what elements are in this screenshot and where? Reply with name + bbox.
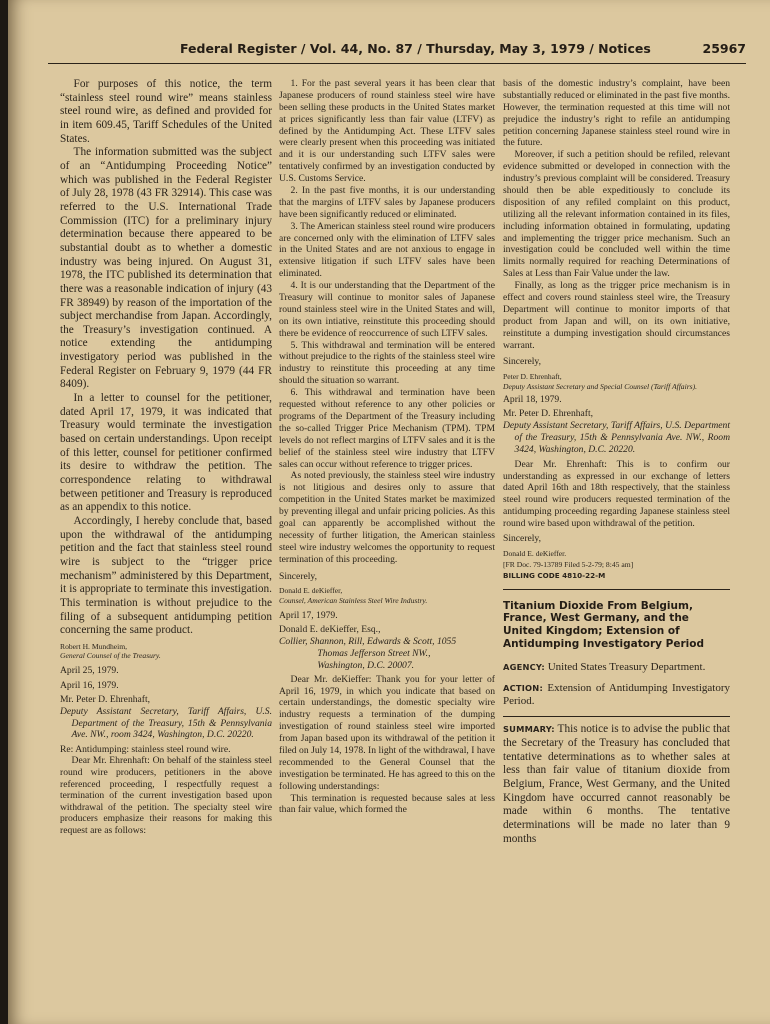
letter-body: Dear Mr. Ehrenhaft: This is to confirm our understanding as expressed in our exchange of letters dated April 16th and 18th respectively, that the stainless steel round wire producers requested termination of the antidumping proceeding regarding Japanese stainless steel round wire based upon withdrawal of the petition. (503, 458, 730, 530)
signature-name: Peter D. Ehrenhaft, (503, 372, 562, 382)
column-2 (279, 78, 495, 1024)
numbered-item: 5. This withdrawal and termination will be entered without prejudice to the rights of the stainless steel wire industry to reinstitute this proceeding at any time should the situation so warrant. (279, 339, 495, 387)
address-block: Deputy Assistant Secretary, Tariff Affairs, U.S. Department of the Treasury, 15th & Pennsylvania Ave. NW., room 3424, Washington, D.C. 20220. (60, 706, 272, 741)
signature-title: Deputy Assistant Secretary and Special Counsel (Tariff Affairs). (503, 381, 698, 391)
billing-code: BILLING CODE 4810-22-M (503, 570, 606, 580)
numbered-item: 6. This withdrawal and termination have been requested without reference to any other policies or programs of the Department of the Treasury including the so-called Trigger Price Mechanism (TPM). TPM levels do not reflect margins of LTFV sales and it is the belief of the stainless steel wire industry that LTFV sales can occur without reference to trigger prices. (279, 387, 495, 470)
date-line: April 18, 1979. (503, 394, 562, 406)
numbered-item: 3. The American stainless steel round wire producers are concerned only with the elimination of LTFV sales in the United States and are not anxious to engage in extensive litigation if such LTFV sales have been eliminated. (279, 220, 495, 280)
summary-text: This notice is to advise the public that the Secretary of the Treasury has concluded that tentative determinations as to whether sales at less than fair value of titanium dioxide from Belgium, France, West Germany, and the United Kingdom have occurred cannot reasonably be made within 6 months. The tentative determinations will be made no later than 9 months (503, 723, 730, 845)
closing: Sincerely, (503, 532, 542, 544)
action-value: Extension of Antidumping Investigatory Period. (503, 681, 730, 708)
letter-body: Dear Mr. Ehrenhaft: On behalf of the stainless steel round wire producers, petitioners in the above referenced proceeding, I respectfully request a termination of the current investigation based upon withdrawal of the petition. The specialty steel wire producers emphasize their reasons for making this request are as follows: (60, 755, 272, 836)
signature-name: Donald E. deKieffer, (279, 586, 343, 596)
paragraph: basis of the domestic industry’s complaint, have been substantially reduced or eliminated in the past five months. However, the termination requested at this time will not prejudice the industry’s right to refile an antidumping petition concerning Japanese stainless steel round wire in the future. (503, 78, 730, 149)
agency-line (503, 661, 730, 674)
date-line: April 25, 1979. (60, 665, 119, 677)
agency-value: United States Treasury Department. (547, 660, 706, 673)
paragraph: The information submitted was the subject of an “Antidumping Proceeding Notice” which was published in the Federal Register of July 28, 1978 (43 FR 32914). This case was referred to the U.S. International Trade Commission (ITC) for a preliminary injury determination because there appeared to be substantial doubt as to whether a domestic industry was being injured. On August 31, 1978, the ITC published its determination that there was a reasonable indication of injury (43 FR 38949) by reason of the importation of the subject merchandise from Japan. Accordingly, the Treasury’s investigation continued. A notice extending the antidumping investigatory period was published in the Federal Register on February 9, 1979 (44 FR 8409). (60, 146, 272, 391)
page-number: 25967 (702, 41, 746, 56)
paragraph: For purposes of this notice, the term “stainless steel round wire” means stainless steel round wire, as defined and provided for in item 609.45, Tariff Schedules of the United States. (60, 78, 272, 145)
action-line (503, 682, 730, 708)
action-label: ACTION: (503, 682, 543, 693)
document-title: Titanium Dioxide From Belgium, France, West Germany, and the United Kingdom; Extension of Antidumping Investigatory Period (503, 599, 704, 650)
paragraph: As noted previously, the stainless steel wire industry is not litigious and desires only to assure that competition in the United States market be maximized by preventing illegal and unfair pricing policies. As this goal can apparently be accomplished without the necessity of further litigation, the American stainless steel wire industry welcomes the opportunity to request termination of this proceeding. (279, 470, 495, 565)
address-line: Washington, D.C. 20007. (317, 659, 415, 671)
numbered-item: 2. In the past five months, it is our understanding that the margins of LTFV sales by Japanese producers have been significantly reduced or eliminated. (279, 185, 495, 220)
paragraph: This termination is requested because sales at less than fair value, which formed the (279, 792, 495, 816)
paragraph: Finally, as long as the trigger price mechanism is in effect and covers round stainless steel wire, the Treasury Department will continue to monitor imports of that product from Japan and will, on its own initiative, reinstitute a dumping investigation should circumstances warrant. (503, 280, 730, 351)
column-3 (503, 78, 730, 1024)
page-header (48, 41, 746, 64)
date-line: April 17, 1979. (279, 610, 338, 622)
section-divider (503, 716, 730, 717)
addressee: Donald E. deKieffer, Esq., (279, 624, 381, 636)
signature-title: Counsel, American Stainless Steel Wire Industry. (279, 595, 428, 605)
addressee: Mr. Peter D. Ehrenhaft, (503, 408, 594, 420)
fr-doc-line: [FR Doc. 79-13789 Filed 5-2-79; 8:45 am] (503, 560, 634, 570)
numbered-item: 1. For the past several years it has been clear that Japanese producers of round stainless steel wire have been selling these products in the United States market at prices significantly less than fair value (LTFV) as defined by the Antidumping Act. These LTFV sales were clearly present when this proceeding was initiated and it is our understanding such LTFV sales were tentatively confirmed by an investigation conducted by U.S. Customs Service. (279, 78, 495, 185)
address-block: Deputy Assistant Secretary, Tariff Affairs, U.S. Department of the Treasury, 15th & Pennsylvania Ave. NW., Room 3424, Washington, D.C. 20220. (503, 419, 730, 455)
section-divider (503, 589, 730, 590)
address-line: Thomas Jefferson Street NW., (317, 647, 431, 659)
paragraph: In a letter to counsel for the petitioner, dated April 17, 1979, it was indicated that Treasury would terminate the investigation based on certain understandings. Upon receipt of this letter, counsel for petitioner confirmed its desire to withdraw the petition. The correspondence relating to withdrawal between petitioner and Treasury is reproduced as an appendix to this notice. (60, 392, 272, 514)
re-line: Re: Antidumping: stainless steel round wire. (60, 743, 231, 755)
letter-body: Dear Mr. deKieffer: Thank you for your letter of April 16, 1979, in which you indicate that based on certain understandings, the domestic specialty wire industry requests a termination of the dumping investigation of round stainless steel wire imported from Japan based upon its withdrawal of the petition it filed on July 14, 1978. In light of the withdrawal, I have recommended to the General Counsel that the investigation be terminated. He has agreed to this on the following understandings: (279, 673, 495, 792)
closing: Sincerely, (279, 570, 318, 582)
signature-name: Robert H. Mundheim, (60, 641, 128, 651)
paragraph: Moreover, if such a petition should be refiled, relevant evidence submitted or developed in connection with the industry’s previous complaint will be considered. Treasury should then be able expeditiously to conclude its disposition of any refiled complaint on this product, utilizing all the relevant information contained in its files, including information obtained in formulating, updating and implementing the trigger price mechanism. Such an investigation could be concluded well within the time limits normally required for reaching Determinations of Sales at Less than Fair Value under the law. (503, 149, 730, 280)
running-title: Federal Register / Vol. 44, No. 87 / Thursday, May 3, 1979 / Notices (180, 41, 651, 56)
agency-label: AGENCY: (503, 661, 545, 672)
document-page (8, 0, 770, 1024)
signature-name: Donald E. deKieffer. (503, 548, 567, 558)
summary-label: SUMMARY: (503, 724, 555, 735)
addressee: Mr. Peter D. Ehrenhaft, (60, 694, 151, 706)
signature-title: General Counsel of the Treasury. (60, 651, 161, 661)
paragraph: Accordingly, I hereby conclude that, based upon the withdrawal of the antidumping petition and the fact that stainless steel round wire is subject to the “trigger price mechanism” administered by this Department, it is appropriate to terminate this investigation. This termination is without prejudice to the filing of a subsequent antidumping petition concerning the same product. (60, 515, 272, 637)
address-line: Collier, Shannon, Rill, Edwards & Scott, 1055 (279, 636, 457, 647)
date-line: April 16, 1979. (60, 679, 119, 691)
column-1 (60, 78, 272, 1024)
numbered-item: 4. It is our understanding that the Department of the Treasury will continue to monitor sales of Japanese round stainless steel wire in the United States and will, on its own intiative, reinstitute this proceeding should there be evidence of reoccurrence of such LTFV sales. (279, 280, 495, 339)
summary-paragraph (503, 723, 730, 846)
closing: Sincerely, (503, 356, 542, 368)
